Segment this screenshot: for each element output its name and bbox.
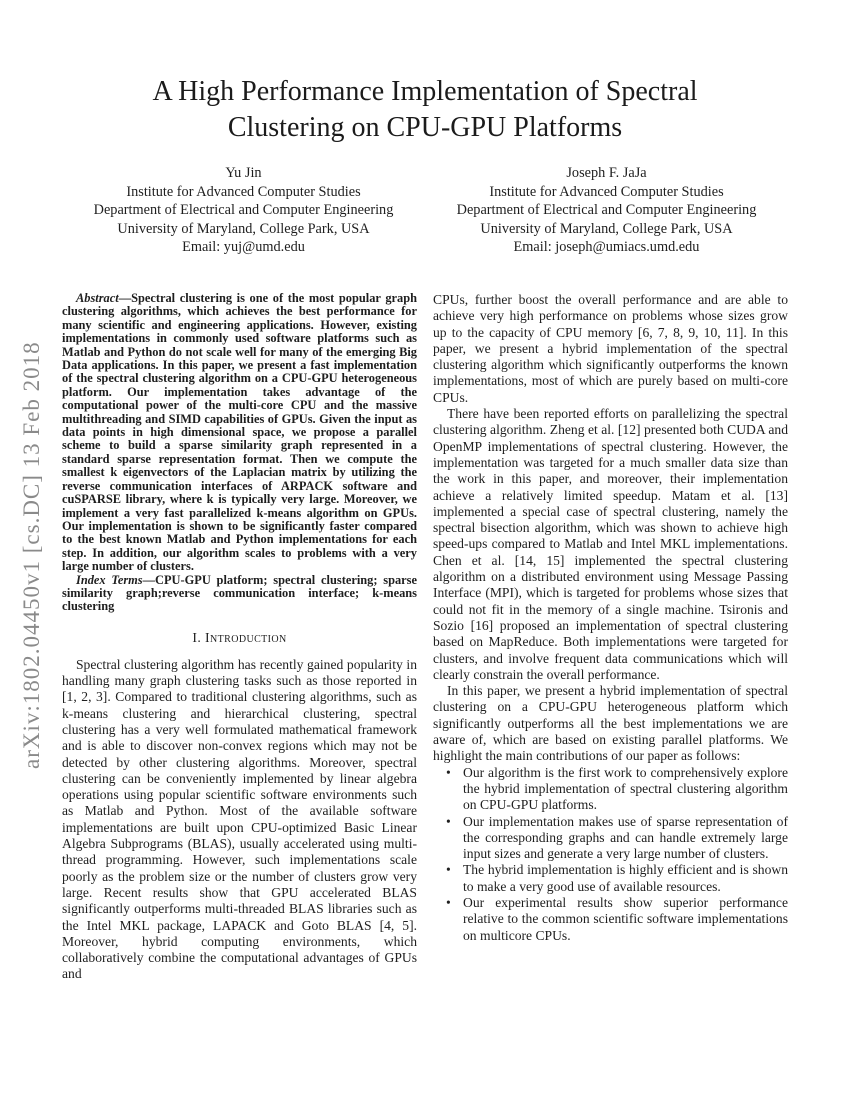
- paper-body: [62, 292, 788, 983]
- author-email: Email: yuj@umd.edu: [182, 239, 305, 256]
- author-affiliation-institute: Institute for Advanced Computer Studies: [126, 183, 361, 200]
- right-column: [433, 292, 788, 983]
- left-column: [62, 292, 417, 983]
- abstract-label: Abstract: [76, 291, 119, 305]
- contribution-bullet-1: • Our algorithm is the first work to comprehensively explore the hybrid implementation of spectral clustering algorithm on CPU-GPU platforms.: [446, 765, 788, 814]
- author-affiliation-department: Department of Electrical and Computer Engineering: [456, 202, 757, 219]
- paper-title-line2: Clustering on CPU-GPU Platforms: [227, 112, 623, 143]
- author-affiliation-university: University of Maryland, College Park, USA: [117, 220, 370, 237]
- contributions-list: [433, 765, 788, 944]
- abstract-text: —Spectral clustering is one of the most popular graph clustering algorithms, which achieves the best performance for many scientific and engineering applications. However, existing implementations in commonly used software platforms such as Matlab and Python do not scale well for many of the emerging Big Data applications. In this paper, we present a fast implementation of the spectral clustering algorithm on a CPU-GPU heterogeneous platform. Our implementation takes advantage of the computational power of the multi-core CPU and the massive multithreading and SIMD capabilities of GPUs. Given the input as data points in high dimensional space, we propose a parallel scheme to build a sparse similarity graph represented in a standard sparse representation format. Then we compute the smallest k eigenvectors of the Laplacian matrix by utilizing the reverse communication interfaces of ARPACK software and cuSPARSE library, where k is typically very large. Moreover, we implement a very fast parallelized k-means algorithm on GPUs. Our implementation is shown to be significantly faster compared to the best known Matlab and Python implementations for each step. In addition, our algorithm scales to problems with a very large number of clusters.: [62, 291, 417, 574]
- paper-title: [0, 74, 850, 146]
- author-affiliation-institute: Institute for Advanced Computer Studies: [489, 183, 724, 200]
- author-block-1: [62, 164, 425, 257]
- author-affiliation-department: Department of Electrical and Computer Engineering: [93, 202, 394, 219]
- authors-row: [62, 164, 788, 257]
- index-terms-paragraph: [62, 574, 417, 614]
- contribution-bullet-4: • Our experimental results show superior performance relative to the common scientific software implementations on multicore CPUs.: [446, 895, 788, 944]
- paper-title-line1: A High Performance Implementation of Spectral: [152, 76, 698, 107]
- author-email: Email: joseph@umiacs.umd.edu: [513, 239, 700, 256]
- index-terms-text: —CPU-GPU platform; spectral clustering; sparse similarity graph;reverse communication interface; k-means clustering: [62, 572, 418, 614]
- author-name: Yu Jin: [225, 165, 262, 181]
- introduction-paragraph-1-continued: CPUs, further boost the overall performance and are able to achieve very high performance on problems whose sizes grow up to the capacity of CPU memory [6, 7, 8, 9, 10, 11]. In this paper, we present a hybrid implementation of the spectral clustering algorithm which significantly outperforms the known implementations, most of which are purely based on multi-core CPUs.: [433, 292, 788, 405]
- abstract-paragraph: [62, 292, 417, 574]
- section-heading-introduction: I. Introduction: [192, 629, 287, 645]
- arxiv-watermark: arXiv:1802.04450v1 [cs.DC] 13 Feb 2018: [19, 341, 44, 770]
- index-terms-label: Index Terms: [76, 572, 143, 587]
- author-block-2: [425, 164, 788, 257]
- contribution-bullet-2: • Our implementation makes use of sparse representation of the corresponding graphs and can handle extremely large input sizes and generate a very large number of clusters.: [446, 814, 788, 863]
- introduction-paragraph-1: Spectral clustering algorithm has recently gained popularity in handling many graph clustering tasks such as those reported in [1, 2, 3]. Compared to traditional clustering algorithms, such as k-means clustering and hierarchical clustering, spectral clustering has a very well formulated mathematical framework and is able to discover non-convex regions which may not be detected by other clustering algorithms. Moreover, spectral clustering can be conveniently implemented by linear algebra operations using popular scientific software environments such as Matlab and Python. Most of the available software implementations are built upon CPU-optimized Basic Linear Algebra Subprograms (BLAS), usually accelerated using multi-thread programming. However, such implementations scale poorly as the problem size or the number of clusters grow very large. Recent results show that GPU accelerated BLAS significantly outperforms multi-threaded BLAS libraries such as the Intel MKL package, LAPACK and Goto BLAS [4, 5]. Moreover, hybrid computing environments, which collaboratively combine the computational advantages of GPUs and: [62, 656, 417, 982]
- contribution-bullet-3: • The hybrid implementation is highly efficient and is shown to make a very good use of available resources.: [446, 862, 788, 895]
- author-affiliation-university: University of Maryland, College Park, USA: [480, 220, 733, 237]
- author-name: Joseph F. JaJa: [566, 165, 647, 181]
- introduction-paragraph-3: In this paper, we present a hybrid implementation of spectral clustering on a CPU-GPU heterogeneous platform which significantly outperforms all the best implementations we are aware of, which are based on existing parallel platforms. We highlight the main contributions of our paper as follows:: [433, 683, 788, 764]
- introduction-paragraph-2: There have been reported efforts on parallelizing the spectral clustering algorithm. Zheng et al. [12] presented both CUDA and OpenMP implementations of spectral clustering. However, the implementation was targeted for a much smaller data size than the work in this paper, and moreover, their implementation achieve a relatively limited speedup. Matam et al. [13] implemented a special case of spectral clustering, namely the spectral bisection algorithm, which was shown to achieve high speed-ups compared to Matlab and Intel MKL implementations. Chen et al. [14, 15] implemented the spectral clustering algorithm on a distributed environment using Message Passing Interface (MPI), which is targeted for problems whose sizes that could not fit in the memory of a single machine. Tsironis and Sozio [16] proposed an implementation of spectral clustering based on MapReduce. Both implementations were targeted for clusters, and involve frequent data communications which will clearly constrain the overall performance.: [433, 406, 788, 682]
